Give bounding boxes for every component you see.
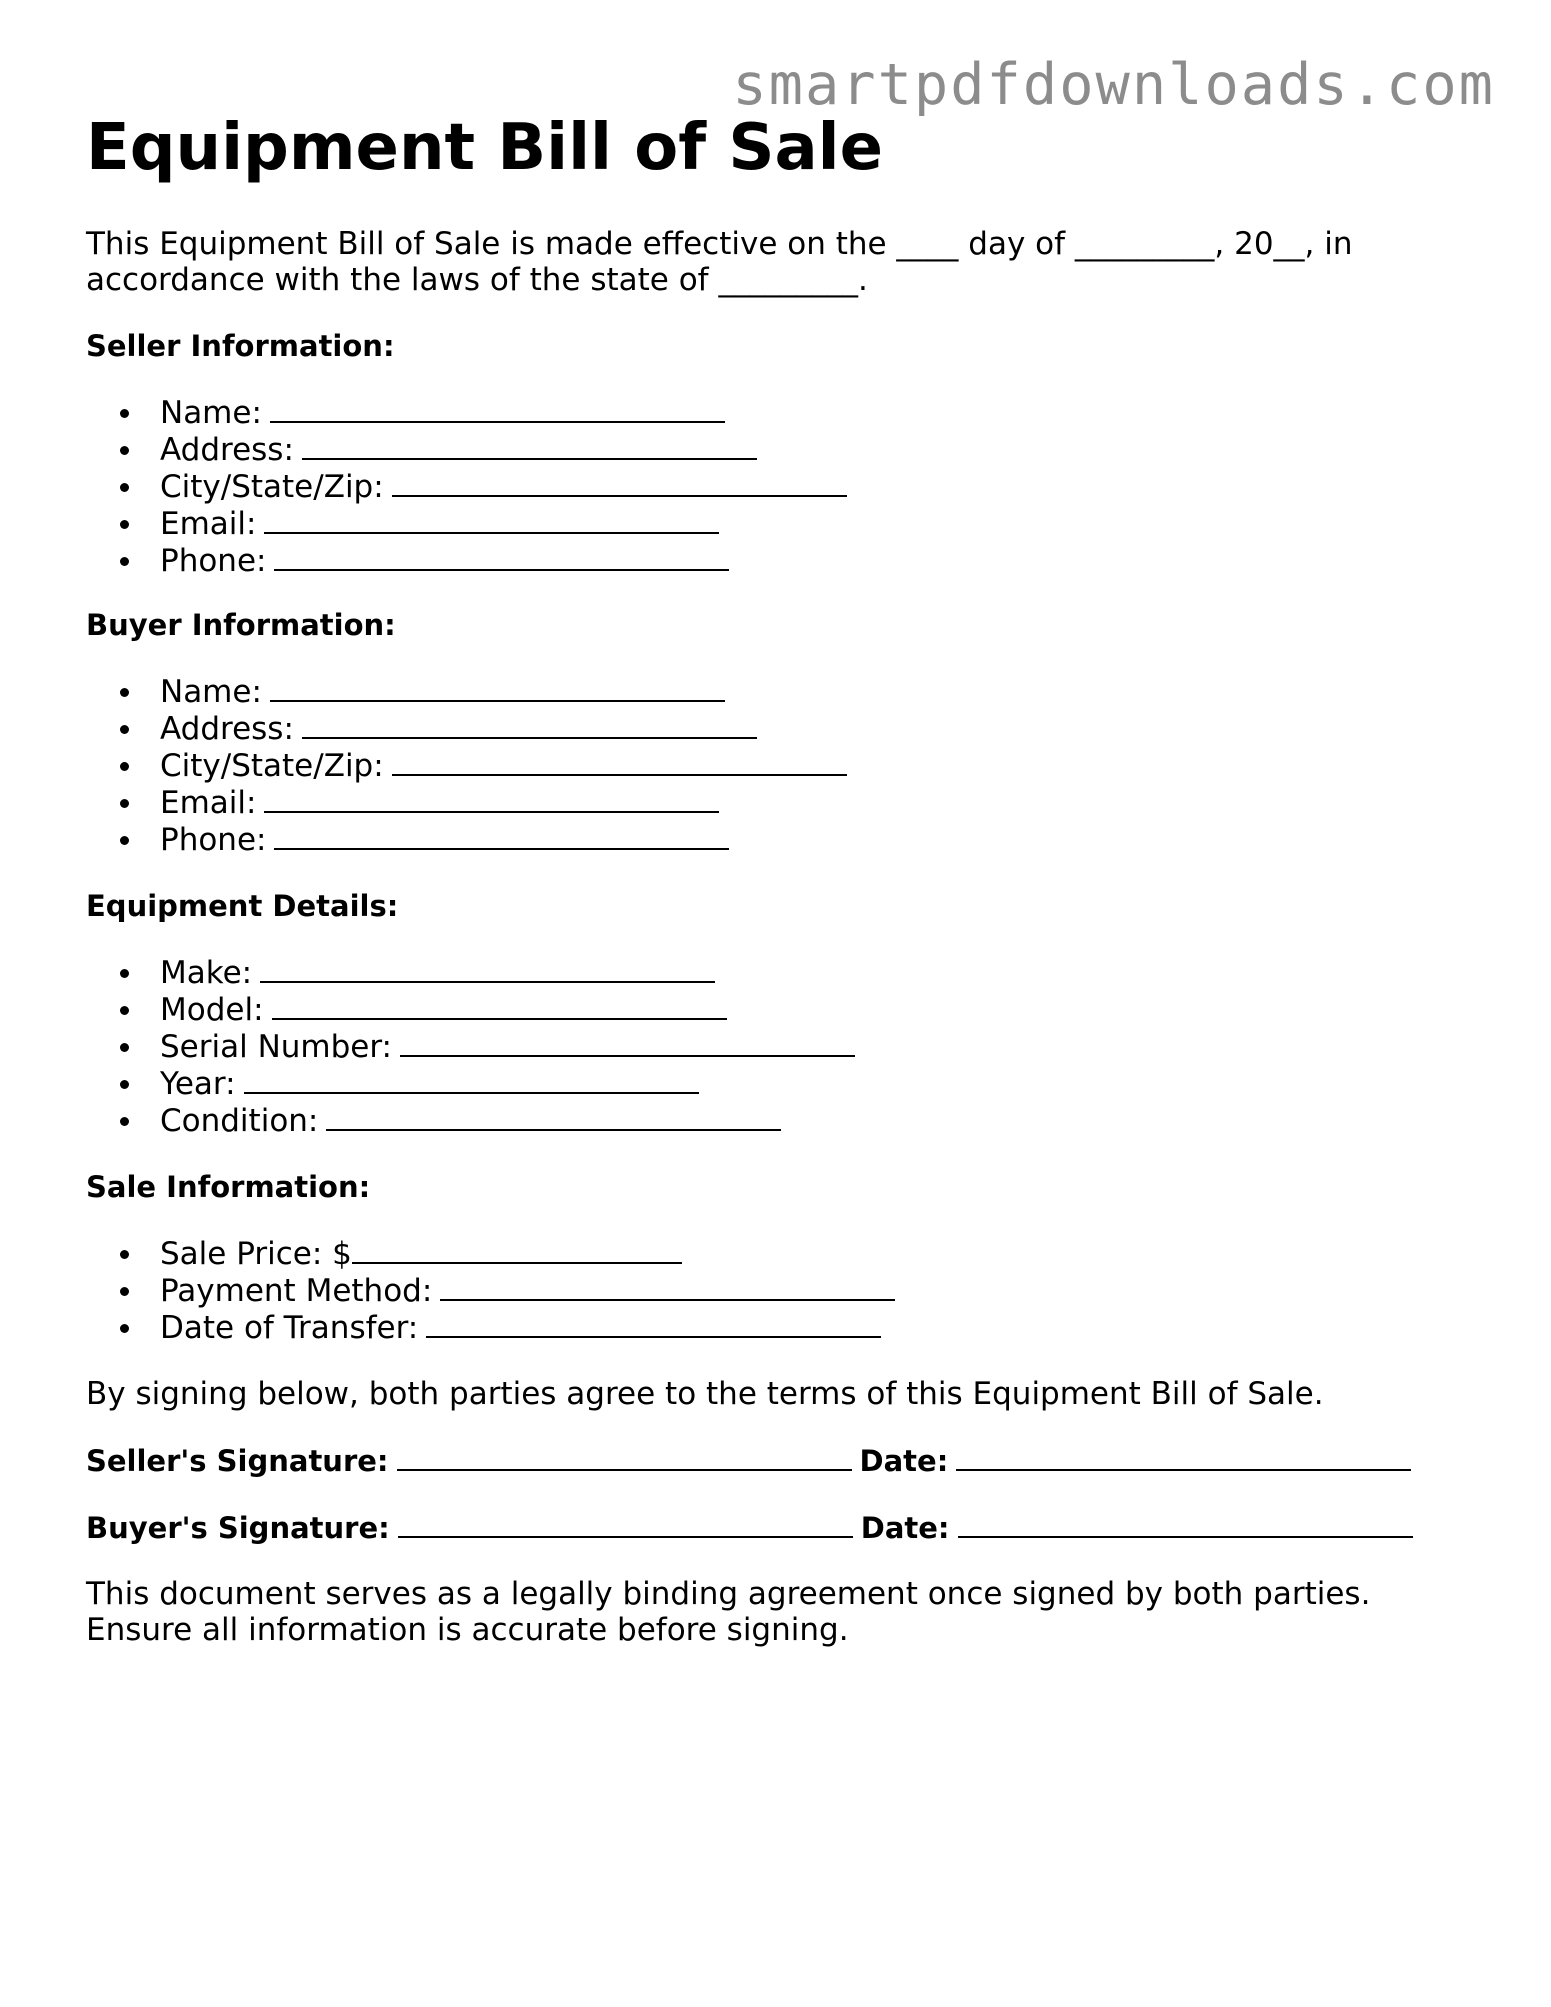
buyer-signature-label: Buyer's Signature:	[86, 1511, 390, 1545]
sale-field-list	[86, 1235, 1486, 1346]
buyer-signature-field[interactable]	[398, 1509, 853, 1538]
buyer-heading: Buyer Information:	[86, 608, 396, 642]
closing-paragraph: This document serves as a legally binding agreement once signed by both parties. Ensure all information is accurate before signing.	[86, 1576, 1371, 1648]
buyer-date-label: Date:	[860, 1511, 950, 1545]
buyer-name-label: Name:	[160, 674, 262, 710]
seller-email-field[interactable]	[264, 505, 719, 534]
buyer-address-label: Address:	[160, 711, 294, 747]
seller-phone-label: Phone:	[160, 543, 267, 579]
buyer-city-label: City/State/Zip:	[160, 748, 384, 784]
equipment-make-label: Make:	[160, 955, 253, 991]
equipment-year-item	[160, 1065, 1486, 1102]
seller-heading: Seller Information:	[86, 329, 395, 363]
seller-date-field[interactable]	[956, 1442, 1411, 1471]
equipment-field-list	[86, 954, 1486, 1139]
equipment-make-field[interactable]	[260, 954, 715, 983]
buyer-address-item	[160, 710, 1486, 747]
equipment-year-field[interactable]	[244, 1065, 699, 1094]
sale-heading: Sale Information:	[86, 1170, 371, 1204]
buyer-field-list	[86, 673, 1486, 858]
seller-address-field[interactable]	[302, 431, 757, 460]
buyer-email-item	[160, 784, 1486, 821]
seller-field-list	[86, 394, 1486, 579]
sale-transfer-item	[160, 1309, 1486, 1346]
buyer-date-field[interactable]	[958, 1509, 1413, 1538]
buyer-address-field[interactable]	[302, 710, 757, 739]
seller-name-item	[160, 394, 1486, 431]
sale-payment-item	[160, 1272, 1486, 1309]
sale-transfer-label: Date of Transfer:	[160, 1310, 419, 1346]
seller-phone-field[interactable]	[274, 542, 729, 571]
buyer-city-item	[160, 747, 1486, 784]
document-title: Equipment Bill of Sale	[86, 111, 883, 185]
equipment-heading: Equipment Details:	[86, 889, 399, 923]
seller-address-item	[160, 431, 1486, 468]
buyer-phone-field[interactable]	[274, 821, 729, 850]
buyer-phone-item	[160, 821, 1486, 858]
sale-price-label: Sale Price: $	[160, 1236, 352, 1272]
buyer-name-field[interactable]	[270, 673, 725, 702]
sale-payment-label: Payment Method:	[160, 1273, 433, 1309]
sale-price-item	[160, 1235, 1486, 1272]
seller-phone-item	[160, 542, 1486, 579]
equipment-condition-item	[160, 1102, 1486, 1139]
buyer-phone-label: Phone:	[160, 822, 267, 858]
equipment-model-item	[160, 991, 1486, 1028]
seller-city-field[interactable]	[392, 468, 847, 497]
seller-signature-label: Seller's Signature:	[86, 1444, 389, 1478]
equipment-year-label: Year:	[160, 1066, 236, 1102]
seller-address-label: Address:	[160, 432, 294, 468]
buyer-signature-row	[86, 1509, 1486, 1546]
buyer-email-field[interactable]	[264, 784, 719, 813]
intro-paragraph: This Equipment Bill of Sale is made effective on the ____ day of _________, 20__, in accordance with the laws of the state of _________.	[86, 226, 1353, 298]
seller-signature-field[interactable]	[397, 1442, 852, 1471]
equipment-condition-label: Condition:	[160, 1103, 319, 1139]
equipment-serial-item	[160, 1028, 1486, 1065]
equipment-serial-label: Serial Number:	[160, 1029, 393, 1065]
seller-signature-row	[86, 1442, 1486, 1479]
sale-transfer-field[interactable]	[426, 1309, 881, 1338]
watermark: smartpdfdownloads.com	[732, 52, 1495, 118]
seller-name-field[interactable]	[270, 394, 725, 423]
seller-email-item	[160, 505, 1486, 542]
document-page	[86, 112, 1486, 1648]
seller-city-item	[160, 468, 1486, 505]
equipment-condition-field[interactable]	[326, 1102, 781, 1131]
buyer-name-item	[160, 673, 1486, 710]
equipment-serial-field[interactable]	[400, 1028, 855, 1057]
seller-city-label: City/State/Zip:	[160, 469, 384, 505]
agreement-statement: By signing below, both parties agree to the terms of this Equipment Bill of Sale.	[86, 1376, 1324, 1412]
seller-date-label: Date:	[859, 1444, 949, 1478]
equipment-model-field[interactable]	[272, 991, 727, 1020]
equipment-make-item	[160, 954, 1486, 991]
seller-email-label: Email:	[160, 506, 257, 542]
sale-price-field[interactable]	[352, 1235, 682, 1264]
sale-payment-field[interactable]	[440, 1272, 895, 1301]
equipment-model-label: Model:	[160, 992, 264, 1028]
buyer-city-field[interactable]	[392, 747, 847, 776]
buyer-email-label: Email:	[160, 785, 257, 821]
seller-name-label: Name:	[160, 395, 262, 431]
